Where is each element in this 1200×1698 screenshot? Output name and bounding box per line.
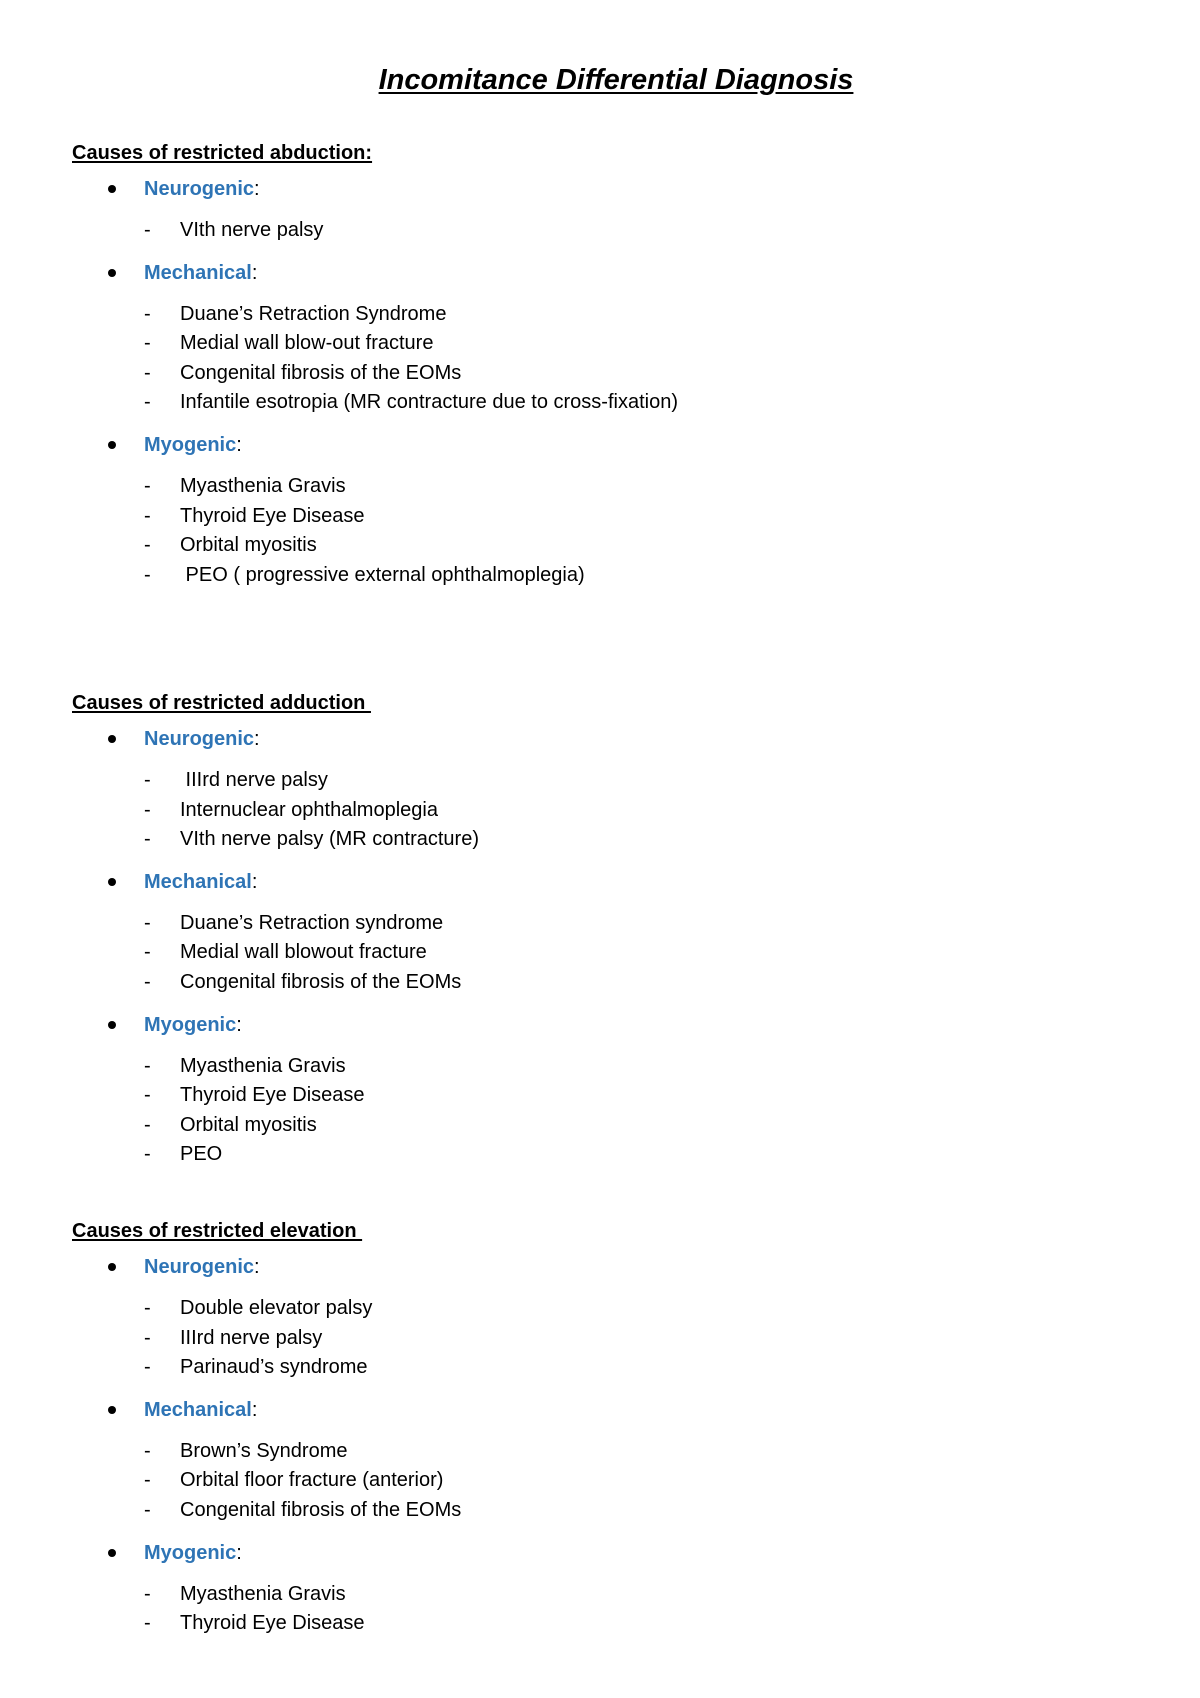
list-item xyxy=(72,1111,1152,1141)
list-item xyxy=(72,216,1152,246)
page-title: Incomitance Differential Diagnosis xyxy=(378,64,854,96)
category-group xyxy=(72,1538,1152,1639)
list-item xyxy=(72,359,1152,389)
dash-marker: - xyxy=(144,1612,151,1635)
bullet-icon xyxy=(108,269,116,277)
dash-marker: - xyxy=(144,798,151,821)
list-item-text: Myasthenia Gravis xyxy=(180,474,346,497)
list-item-text: Congenital fibrosis of the EOMs xyxy=(180,1498,462,1521)
category-name-text: Mechanical xyxy=(144,261,252,284)
category-name-text: Neurogenic xyxy=(144,728,255,750)
category-name-text: Myogenic xyxy=(144,433,237,456)
category-group xyxy=(72,1395,1152,1526)
item-list xyxy=(72,1437,1152,1526)
list-item xyxy=(72,388,1152,418)
dash-marker: - xyxy=(144,769,151,791)
category-label xyxy=(144,867,257,897)
list-item xyxy=(72,909,1152,939)
list-item-text: PEO xyxy=(180,1143,223,1166)
category-colon: : xyxy=(236,1541,242,1564)
list-item xyxy=(72,968,1152,998)
list-item-text: Medial wall blowout fracture xyxy=(180,941,427,964)
category-name-text: Mechanical xyxy=(144,1398,252,1421)
list-item-text: Thyroid Eye Disease xyxy=(180,1084,365,1107)
section xyxy=(72,690,1152,1182)
dash-marker: - xyxy=(144,361,151,384)
list-item-text: Orbital myositis xyxy=(180,534,317,557)
list-item xyxy=(72,472,1152,502)
category-group xyxy=(72,1010,1152,1170)
category-colon: : xyxy=(254,728,260,750)
dash-marker: - xyxy=(144,1498,151,1521)
item-list xyxy=(72,1294,1152,1383)
bullet-icon xyxy=(108,441,116,449)
dash-marker: - xyxy=(144,563,151,586)
section xyxy=(72,140,1152,602)
category-name-text: Neurogenic xyxy=(144,1256,255,1278)
category-row xyxy=(72,1010,1152,1040)
list-item-text: VIth nerve palsy xyxy=(180,219,324,241)
list-item-text: VIth nerve palsy (MR contracture) xyxy=(180,828,479,851)
list-item xyxy=(72,1609,1152,1639)
category-group xyxy=(72,258,1152,418)
category-colon: : xyxy=(251,870,258,893)
category-name-text: Myogenic xyxy=(144,1013,237,1036)
list-item-text: Myasthenia Gravis xyxy=(180,1054,346,1077)
bullet-icon xyxy=(108,185,116,193)
dash-marker: - xyxy=(144,1113,151,1136)
category-label xyxy=(144,724,260,754)
dash-marker: - xyxy=(144,828,151,851)
dash-marker: - xyxy=(144,1469,151,1492)
dash-marker: - xyxy=(144,1439,151,1462)
category-label xyxy=(144,1538,242,1568)
dash-marker: - xyxy=(144,970,151,993)
dash-marker: - xyxy=(144,474,151,497)
list-item xyxy=(72,1324,1152,1354)
dash-marker: - xyxy=(144,1297,151,1319)
dash-marker: - xyxy=(144,504,151,527)
list-item-text: Brown’s Syndrome xyxy=(180,1439,348,1462)
category-group xyxy=(72,430,1152,590)
category-row xyxy=(72,1252,1152,1282)
dash-marker: - xyxy=(144,1326,151,1349)
list-item-text: Double elevator palsy xyxy=(180,1297,373,1319)
category-group xyxy=(72,867,1152,998)
category-row xyxy=(72,724,1152,754)
list-item xyxy=(72,1052,1152,1082)
list-item-text: Internuclear ophthalmoplegia xyxy=(180,798,438,821)
category-name-text: Myogenic xyxy=(144,1541,237,1564)
bullet-icon xyxy=(108,1549,116,1557)
bullet-icon xyxy=(108,878,116,886)
section-heading: Causes of restricted adduction xyxy=(72,692,371,714)
category-colon: : xyxy=(236,1013,242,1036)
dash-marker: - xyxy=(144,911,151,934)
list-item-text: Medial wall blow-out fracture xyxy=(180,332,434,355)
list-item xyxy=(72,502,1152,532)
dash-marker: - xyxy=(144,941,151,964)
category-colon: : xyxy=(251,1398,258,1421)
category-colon: : xyxy=(254,178,260,200)
category-row xyxy=(72,174,1152,204)
list-item-text: Thyroid Eye Disease xyxy=(180,504,365,527)
list-item xyxy=(72,1580,1152,1610)
category-row xyxy=(72,258,1152,288)
dash-marker: - xyxy=(144,302,151,325)
category-row xyxy=(72,867,1152,897)
category-group xyxy=(72,1252,1152,1383)
dash-marker: - xyxy=(144,219,151,241)
dash-marker: - xyxy=(144,332,151,355)
category-row xyxy=(72,1538,1152,1568)
bullet-icon xyxy=(108,735,116,743)
list-item-text: Thyroid Eye Disease xyxy=(180,1612,365,1635)
list-item xyxy=(72,1353,1152,1383)
section xyxy=(72,1218,1152,1651)
item-list xyxy=(72,1580,1152,1639)
category-label xyxy=(144,258,257,288)
list-item xyxy=(72,825,1152,855)
category-label xyxy=(144,430,242,460)
dash-marker: - xyxy=(144,1143,151,1166)
dash-marker: - xyxy=(144,1356,151,1379)
item-list xyxy=(72,216,1152,246)
list-item-text: Duane’s Retraction syndrome xyxy=(180,911,444,934)
item-list xyxy=(72,300,1152,418)
list-item xyxy=(72,1466,1152,1496)
dash-marker: - xyxy=(144,391,151,414)
section-heading: Causes of restricted elevation xyxy=(72,1220,363,1242)
list-item-text: IIIrd nerve palsy xyxy=(180,1326,323,1349)
list-item-text: Congenital fibrosis of the EOMs xyxy=(180,970,462,993)
list-item-text: Congenital fibrosis of the EOMs xyxy=(180,361,462,384)
category-name-text: Neurogenic xyxy=(144,178,255,200)
list-item-text: Parinaud’s syndrome xyxy=(180,1356,368,1379)
category-label xyxy=(144,1010,242,1040)
list-item xyxy=(72,796,1152,826)
dash-marker: - xyxy=(144,1084,151,1107)
list-item-text: Orbital floor fracture (anterior) xyxy=(180,1469,444,1492)
item-list xyxy=(72,766,1152,855)
list-item xyxy=(72,531,1152,561)
list-item xyxy=(72,766,1152,796)
category-colon: : xyxy=(236,433,242,456)
category-group xyxy=(72,174,1152,246)
category-name-text: Mechanical xyxy=(144,870,252,893)
list-item xyxy=(72,1140,1152,1170)
category-group xyxy=(72,724,1152,855)
section-heading: Causes of restricted abduction: xyxy=(72,142,373,164)
list-item xyxy=(72,1081,1152,1111)
list-item-text: Orbital myositis xyxy=(180,1113,317,1136)
category-colon: : xyxy=(251,261,258,284)
item-list xyxy=(72,909,1152,998)
list-item xyxy=(72,300,1152,330)
list-item xyxy=(72,329,1152,359)
category-label xyxy=(144,174,260,204)
list-item-text: IIIrd nerve palsy xyxy=(180,769,328,791)
list-item-text: PEO ( progressive external ophthalmoplegia) xyxy=(180,563,585,586)
item-list xyxy=(72,472,1152,590)
list-item xyxy=(72,1294,1152,1324)
category-label xyxy=(144,1395,257,1425)
category-colon: : xyxy=(254,1256,260,1278)
dash-marker: - xyxy=(144,534,151,557)
bullet-icon xyxy=(108,1263,116,1271)
bullet-icon xyxy=(108,1021,116,1029)
list-item xyxy=(72,561,1152,591)
dash-marker: - xyxy=(144,1054,151,1077)
dash-marker: - xyxy=(144,1582,151,1605)
list-item xyxy=(72,1437,1152,1467)
list-item xyxy=(72,938,1152,968)
list-item xyxy=(72,1496,1152,1526)
bullet-icon xyxy=(108,1406,116,1414)
category-row xyxy=(72,430,1152,460)
list-item-text: Duane’s Retraction Syndrome xyxy=(180,302,447,325)
list-item-text: Infantile esotropia (MR contracture due to cross-fixation) xyxy=(180,391,678,414)
list-item-text: Myasthenia Gravis xyxy=(180,1582,346,1605)
category-row xyxy=(72,1395,1152,1425)
category-label xyxy=(144,1252,260,1282)
item-list xyxy=(72,1052,1152,1170)
